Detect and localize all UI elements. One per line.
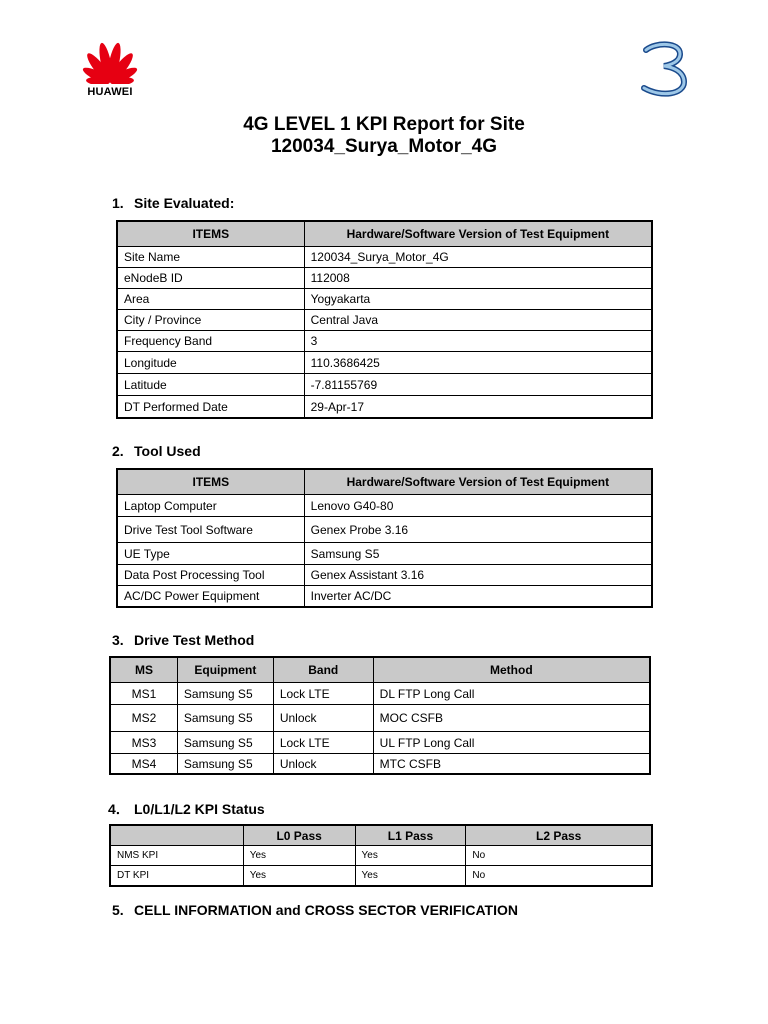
table-cell: Inverter AC/DC	[304, 586, 651, 607]
table-row	[118, 495, 652, 517]
column-header: ITEMS	[118, 222, 305, 247]
table-header-row	[111, 826, 652, 846]
table-cell: No	[466, 846, 652, 866]
table-cell: MTC CSFB	[373, 754, 649, 774]
table-cell: Samsung S5	[177, 754, 273, 774]
section-3-heading	[112, 632, 254, 648]
column-header: Equipment	[177, 658, 273, 683]
table-row	[118, 396, 652, 418]
section-2-heading	[112, 443, 201, 459]
table-cell: NMS KPI	[111, 846, 244, 866]
drive-test-method-table	[110, 657, 650, 774]
section-4-heading	[108, 799, 265, 819]
column-header: Method	[373, 658, 649, 683]
column-header: Hardware/Software Version of Test Equipment	[304, 222, 651, 247]
table-row	[111, 754, 650, 774]
section-title: L0/L1/L2 KPI Status	[134, 801, 265, 817]
section-5-heading	[112, 902, 518, 918]
table-cell: Samsung S5	[177, 683, 273, 705]
table-cell: Yes	[243, 846, 355, 866]
huawei-logo	[78, 40, 142, 100]
table-row	[118, 268, 652, 289]
table-cell: DT Performed Date	[118, 396, 305, 418]
table-cell: Frequency Band	[118, 331, 305, 352]
table-cell: Unlock	[273, 754, 373, 774]
table-cell: Site Name	[118, 247, 305, 268]
table-cell: eNodeB ID	[118, 268, 305, 289]
report-title-line1: 4G LEVEL 1 KPI Report for Site	[243, 114, 525, 135]
table-header-row	[111, 658, 650, 683]
table-cell: Samsung S5	[304, 543, 651, 565]
column-header: Band	[273, 658, 373, 683]
table-cell: MS1	[111, 683, 178, 705]
section-1-heading	[112, 195, 234, 211]
table-cell: Data Post Processing Tool	[118, 565, 305, 586]
table-cell: Samsung S5	[177, 705, 273, 732]
column-header: L1 Pass	[355, 826, 466, 846]
table-row	[111, 683, 650, 705]
table-row	[118, 374, 652, 396]
table-row	[111, 846, 652, 866]
table-cell: Yes	[355, 866, 466, 886]
table-row	[118, 543, 652, 565]
table-cell: 110.3686425	[304, 352, 651, 374]
column-header: ITEMS	[118, 470, 305, 495]
table-cell: City / Province	[118, 310, 305, 331]
three-logo	[636, 40, 692, 98]
report-title-line2: 120034_Surya_Motor_4G	[270, 136, 497, 157]
table-cell: Latitude	[118, 374, 305, 396]
table-cell: Area	[118, 289, 305, 310]
table-cell: Genex Assistant 3.16	[304, 565, 651, 586]
table-cell: Samsung S5	[177, 732, 273, 754]
kpi-status-table	[110, 825, 652, 886]
table-cell: Yes	[243, 866, 355, 886]
report-title	[0, 114, 768, 158]
table-row	[118, 586, 652, 607]
table-cell: Unlock	[273, 705, 373, 732]
table-cell: Genex Probe 3.16	[304, 517, 651, 543]
section-number: 4．	[108, 801, 130, 817]
table-row	[118, 247, 652, 268]
table-cell: Yogyakarta	[304, 289, 651, 310]
table-cell: Lock LTE	[273, 683, 373, 705]
table-cell: 120034_Surya_Motor_4G	[304, 247, 651, 268]
table-cell: No	[466, 866, 652, 886]
table-cell: Lenovo G40-80	[304, 495, 651, 517]
table-cell: DL FTP Long Call	[373, 683, 649, 705]
table-cell: Yes	[355, 846, 466, 866]
site-evaluated-table	[117, 221, 652, 418]
huawei-petals-icon	[78, 40, 142, 84]
column-header: L0 Pass	[243, 826, 355, 846]
table-row	[118, 289, 652, 310]
table-cell: MS4	[111, 754, 178, 774]
table-cell: Longitude	[118, 352, 305, 374]
table-cell: 29-Apr-17	[304, 396, 651, 418]
table-cell: UE Type	[118, 543, 305, 565]
column-header	[111, 826, 244, 846]
table-cell: -7.81155769	[304, 374, 651, 396]
section-title: Tool Used	[134, 443, 201, 459]
table-row	[111, 866, 652, 886]
section-title: CELL INFORMATION and CROSS SECTOR VERIFICATION	[134, 902, 518, 918]
table-row	[118, 331, 652, 352]
table-cell: 112008	[304, 268, 651, 289]
column-header: Hardware/Software Version of Test Equipment	[304, 470, 651, 495]
table-cell: Central Java	[304, 310, 651, 331]
tool-used-table	[117, 469, 652, 607]
table-row	[118, 565, 652, 586]
table-cell: Drive Test Tool Software	[118, 517, 305, 543]
table-cell: UL FTP Long Call	[373, 732, 649, 754]
table-row	[118, 310, 652, 331]
column-header: MS	[111, 658, 178, 683]
table-cell: MS2	[111, 705, 178, 732]
table-row	[111, 732, 650, 754]
table-cell: MS3	[111, 732, 178, 754]
huawei-brand-text: HUAWEI	[87, 86, 133, 98]
table-row	[118, 352, 652, 374]
section-number: 2.	[112, 443, 124, 459]
table-cell: 3	[304, 331, 651, 352]
table-row	[111, 705, 650, 732]
table-cell: AC/DC Power Equipment	[118, 586, 305, 607]
three-logo-icon	[636, 40, 692, 98]
column-header: L2 Pass	[466, 826, 652, 846]
table-cell: DT KPI	[111, 866, 244, 886]
section-title: Drive Test Method	[134, 632, 255, 648]
table-row	[118, 517, 652, 543]
section-title: Site Evaluated:	[134, 195, 235, 211]
section-number: 3.	[112, 632, 124, 648]
table-cell: MOC CSFB	[373, 705, 649, 732]
section-number: 1.	[112, 195, 124, 211]
table-header-row	[118, 470, 652, 495]
table-cell: Lock LTE	[273, 732, 373, 754]
section-number: 5.	[112, 902, 124, 918]
table-cell: Laptop Computer	[118, 495, 305, 517]
table-header-row	[118, 222, 652, 247]
